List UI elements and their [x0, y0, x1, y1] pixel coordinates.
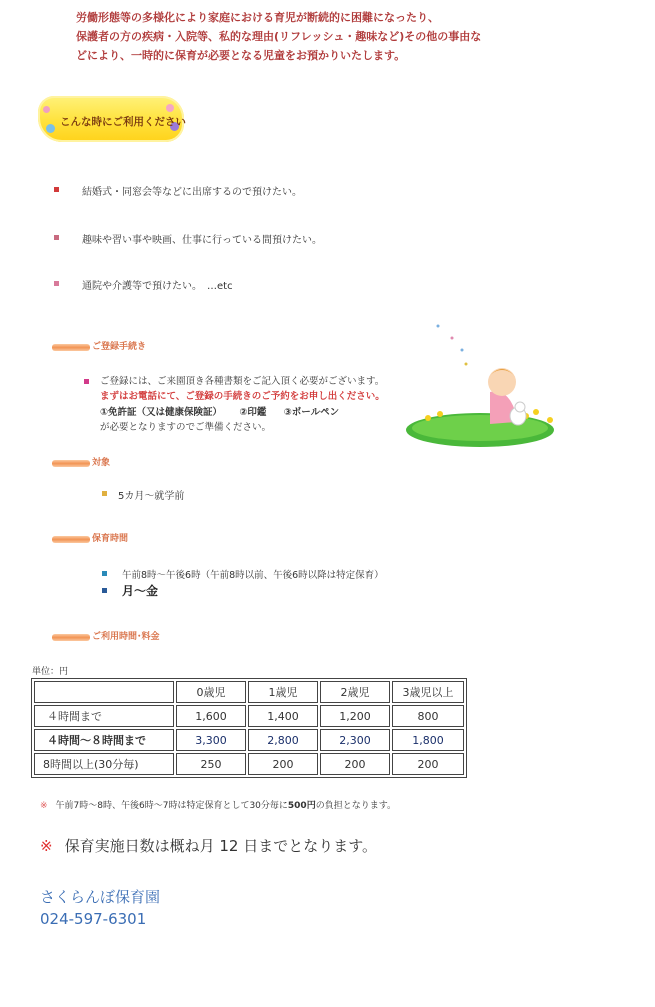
- bullet-icon: [54, 235, 59, 240]
- note-amount: 500円: [287, 801, 316, 811]
- table-cell: 800: [392, 705, 464, 727]
- table-cell: 2,300: [320, 729, 390, 751]
- table-cell: 1,800: [392, 729, 464, 751]
- nursery-name: さくらんぼ保育園: [40, 888, 161, 906]
- banner-label: こんな時にご利用ください: [60, 116, 186, 128]
- fee-table: [31, 678, 467, 778]
- item-id: ①免許証（又は健康保険証）: [100, 407, 223, 418]
- heading-bar: [52, 634, 90, 641]
- table-header-cell: 2歳児: [320, 681, 390, 703]
- table-cell: 200: [320, 753, 390, 775]
- heading-bar: [52, 344, 90, 351]
- table-header-cell: 3歳児以上: [392, 681, 464, 703]
- table-header-row: [34, 681, 464, 703]
- bullet-icon: [102, 588, 107, 593]
- table-cell: 1,200: [320, 705, 390, 727]
- row-label-cell: ４時間～８時間まで: [34, 729, 174, 751]
- days-text: 月～金: [122, 584, 159, 598]
- note-mark: ※: [40, 837, 53, 855]
- heading-label: ご登録手続き: [92, 342, 147, 352]
- target-text: 5カ月～就学前: [118, 491, 185, 502]
- heading-label: ご利用時間･料金: [92, 632, 160, 642]
- hours-text: 午前8時～午後6時（午前8時以前、午後6時以降は特定保育）: [122, 570, 384, 581]
- registration-items: [100, 405, 339, 420]
- intro-line: どにより、一時的に保育が必要となる児童をお預かりいたします。: [76, 49, 406, 62]
- intro-line: 労働形態等の多様化により家庭における育児が断続的に困難になったり、: [76, 11, 439, 24]
- table-cell: 200: [392, 753, 464, 775]
- registration-line: まずはお電話にて、ご登録の手続きのご予約をお申し出ください。: [100, 391, 385, 402]
- bullet-icon: [102, 571, 107, 576]
- table-row: [34, 729, 464, 751]
- heading-bar: [52, 460, 90, 467]
- note-text: 保育実施日数は概ね月 12 日までとなります。: [64, 837, 378, 855]
- table-row: [34, 705, 464, 727]
- heading-label: 対象: [92, 458, 111, 468]
- child-illustration: [404, 312, 564, 452]
- days-limit-note: [40, 835, 377, 856]
- usage-item-text: 結婚式・同窓会等などに出席するので預けたい。: [82, 187, 302, 198]
- note-text: の負担となります。: [315, 801, 396, 811]
- table-cell: 2,800: [248, 729, 318, 751]
- table-cell: 1,400: [248, 705, 318, 727]
- usage-item-text: 通院や介護等で預けたい。 …etc: [82, 281, 233, 292]
- table-cell: 3,300: [176, 729, 246, 751]
- decoration-dot: [46, 124, 55, 133]
- row-label-cell: ４時間まで: [34, 705, 174, 727]
- table-cell: 1,600: [176, 705, 246, 727]
- note-text: 午前7時～8時、午後6時～7時は特定保育として30分毎に: [55, 801, 288, 811]
- bullet-icon: [54, 281, 59, 286]
- table-header-cell: 1歳児: [248, 681, 318, 703]
- special-care-note: [40, 798, 396, 811]
- row-label-cell: 8時間以上(30分毎): [34, 753, 174, 775]
- usage-item-text: 趣味や習い事や映画、仕事に行っている間預けたい。: [82, 235, 322, 246]
- bullet-icon: [84, 379, 89, 384]
- bullet-icon: [54, 187, 59, 192]
- usage-banner: [38, 96, 184, 142]
- note-mark: ※: [40, 801, 48, 811]
- table-row: [34, 753, 464, 775]
- intro-line: 保護者の方の疾病・入院等、私的な理由(リフレッシュ・趣味など)その他の事由な: [76, 30, 482, 43]
- table-header-cell: [34, 681, 174, 703]
- heading-bar: [52, 536, 90, 543]
- item-pen: ③ボールペン: [283, 407, 340, 418]
- bullet-icon: [102, 491, 107, 496]
- item-seal: ②印鑑: [239, 407, 267, 418]
- registration-line: が必要となりますのでご準備ください。: [100, 422, 272, 433]
- table-cell: 200: [248, 753, 318, 775]
- unit-label: 単位：円: [32, 667, 69, 677]
- table-cell: 250: [176, 753, 246, 775]
- intro-paragraph: [76, 8, 482, 65]
- registration-line: ご登録には、ご来園頂き各種書類をご記入頂く必要がございます。: [100, 376, 385, 387]
- phone-number[interactable]: 024-597-6301: [40, 910, 147, 928]
- decoration-dot: [166, 104, 174, 112]
- heading-label: 保育時間: [92, 534, 129, 544]
- table-header-cell: 0歳児: [176, 681, 246, 703]
- decoration-dot: [43, 106, 50, 113]
